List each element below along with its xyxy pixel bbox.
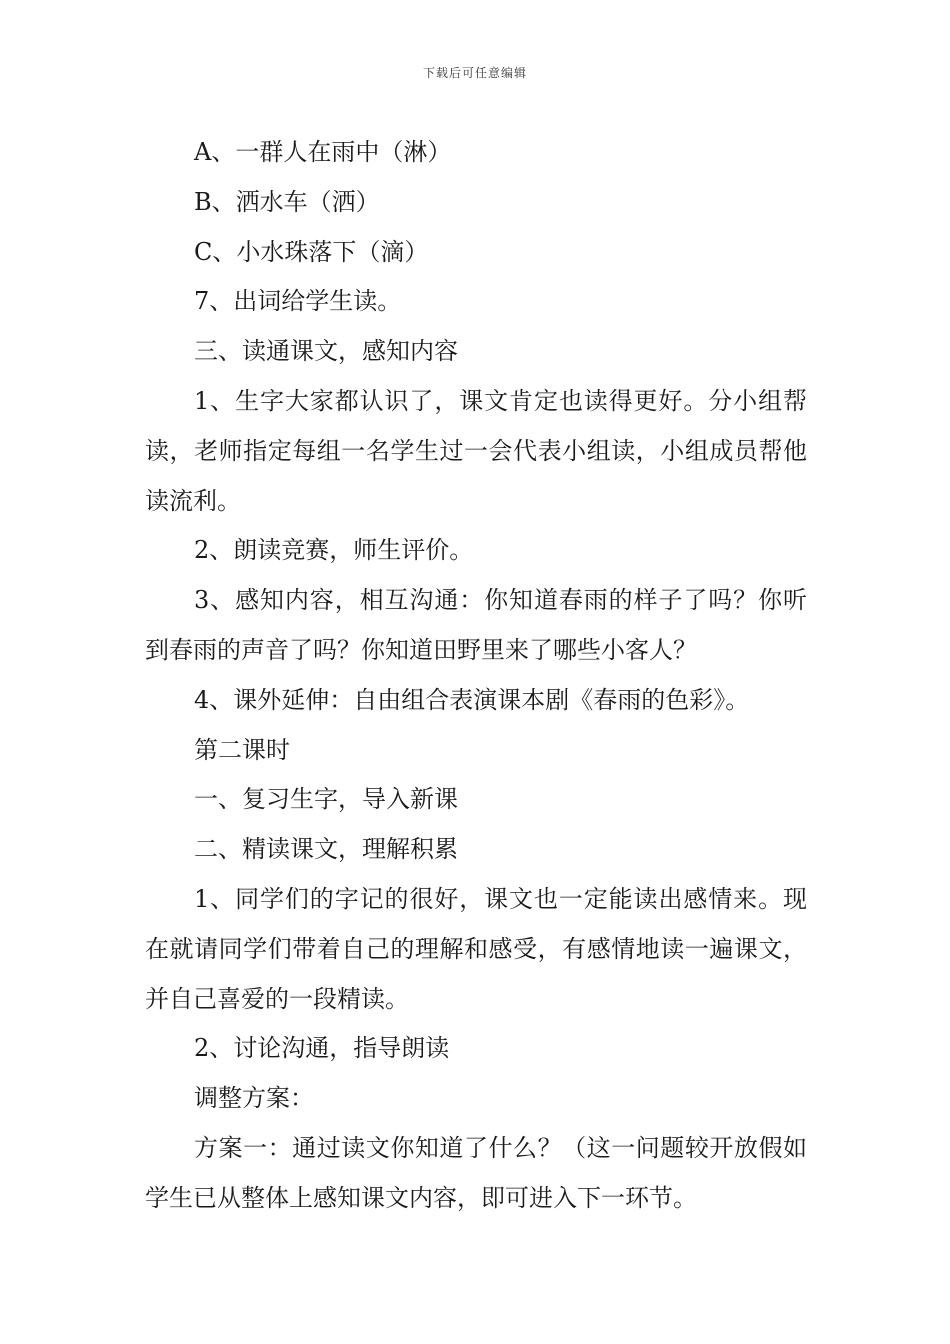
paragraph-group-reading: 1、生字大家都认识了，课文肯定也读得更好。分小组帮读，老师指定每组一名学生过一会代表小组读，小组成员帮他读流利。 bbox=[145, 386, 807, 515]
section-heading-read-text: 三、读通课文，感知内容 bbox=[194, 337, 458, 366]
lesson-heading-second: 第二课时 bbox=[194, 735, 290, 764]
paragraph-option-a: A、一群人在雨中（淋） bbox=[194, 138, 452, 166]
page-header: 下载后可任意编辑 bbox=[422, 66, 527, 80]
section-heading-close-reading: 二、精读课文，理解积累 bbox=[194, 835, 458, 864]
paragraph-step-7: 7、出词给学生读。 bbox=[194, 287, 402, 316]
paragraph-emotional-reading: 1、同学们的字记的很好，课文也一定能读出感情来。现在就请同学们带着自己的理解和感受，有感情地读一遍课文，并自己喜爱的一段精读。 bbox=[145, 884, 807, 1013]
document-body bbox=[145, 128, 807, 1224]
paragraph-perceive-content: 3、感知内容，相互沟通：你知道春雨的样子了吗？你听到春雨的声音了吗？你知道田野里来了哪些小客人？ bbox=[145, 586, 807, 664]
paragraph-extension: 4、课外延伸：自由组合表演课本剧《春雨的色彩》。 bbox=[194, 685, 750, 714]
heading-adjust-plan: 调整方案： bbox=[194, 1084, 314, 1113]
paragraph-plan-one: 方案一：通过读文你知道了什么？（这一问题较开放假如学生已从整体上感知课文内容，即可进入下一环节。 bbox=[145, 1133, 807, 1212]
section-heading-review: 一、复习生字，导入新课 bbox=[194, 785, 458, 814]
paragraph-discussion: 2、讨论沟通，指导朗读 bbox=[194, 1034, 450, 1063]
paragraph-option-c: C、小水珠落下（滴） bbox=[194, 237, 429, 266]
paragraph-option-b: B、洒水车（洒） bbox=[194, 187, 380, 216]
paragraph-reading-contest: 2、朗读竞赛，师生评价。 bbox=[194, 536, 474, 565]
